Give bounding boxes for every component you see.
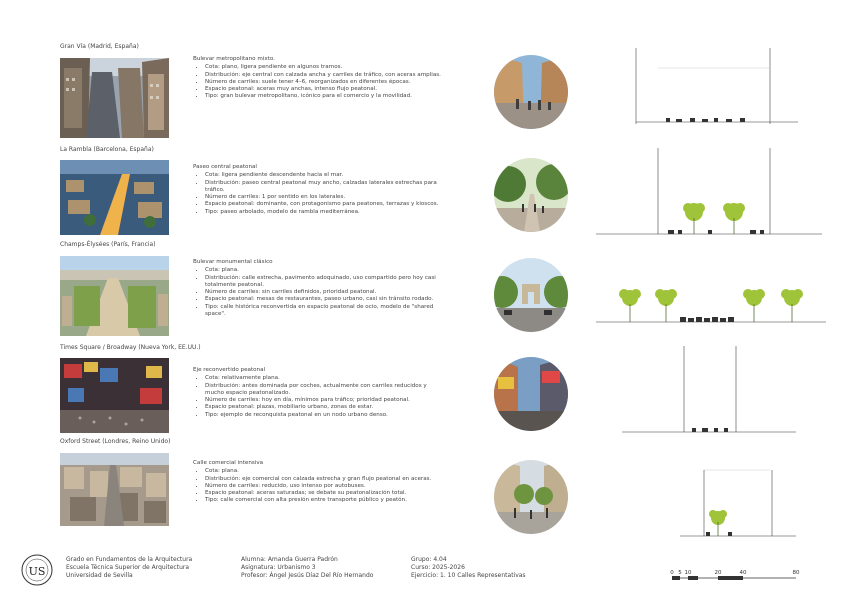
street-photo-circle	[494, 158, 568, 232]
bullet: • Número de carriles: hoy en día, mínimos para tráfico; prioridad peatonal.	[205, 397, 441, 404]
scale-tick-label: 80	[792, 570, 800, 576]
bullet: • Distribución: eje comercial con calzada estrecha y gran flujo peatonal en aceras.	[205, 476, 441, 483]
bullet: • Número de carriles: suele tener 4–6, reorganizados en diferentes épocas.	[205, 79, 441, 86]
street-photo-circle	[494, 55, 568, 129]
street-description	[193, 460, 441, 505]
bullet: • Tipo: calle histórica reconvertida en espacio peatonal de ocio, modelo de "shared space".	[205, 304, 441, 319]
street-title: Gran Vía (Madrid, España)	[60, 43, 139, 50]
street-description	[193, 259, 441, 318]
bullet: • Distribución: calle estrecha, pavimento adoquinado, uso compartido pero hoy casi totalmente peatonal.	[205, 275, 441, 290]
bullet: • Número de carriles: sin carriles definidos, prioridad peatonal.	[205, 289, 441, 296]
aerial-photo	[60, 256, 169, 336]
street-description	[193, 56, 441, 101]
bullet: • Distribución: paseo central peatonal muy ancho, calzadas laterales estrechas para tráfico.	[205, 180, 441, 195]
footer-line: Profesor: Ángel Jesús Díaz Del Río Hernando	[241, 572, 374, 579]
street-description	[193, 164, 441, 216]
bullet: • Espacio peatonal: aceras muy anchas, intenso flujo peatonal.	[205, 86, 441, 93]
bullet: • Distribución: antes dominada por coches, actualmente con carriles reducidos y mucho espacio peatonalizado.	[205, 383, 441, 398]
aerial-photo	[60, 160, 169, 240]
bullet: • Cota: ligera pendiente descendente hacia el mar.	[205, 172, 441, 179]
street-type: Eje reconvertido peatonal	[193, 367, 266, 373]
street-description	[193, 367, 441, 419]
street-section-drawing	[596, 344, 826, 434]
street-section-drawing	[596, 148, 826, 238]
scale-tick-label: 5	[678, 570, 682, 576]
footer-line: Grupo: 4.04	[411, 556, 447, 563]
footer-line: Alumna: Amanda Guerra Padrón	[241, 556, 338, 563]
street-photo-circle	[494, 357, 568, 431]
bullet: • Cota: relativamente plana.	[205, 375, 441, 382]
bullet: • Cota: plano, ligera pendiente en algunos tramos.	[205, 64, 441, 71]
street-title: Times Square / Broadway (Nueva York, EE.UU.)	[60, 344, 201, 351]
street-type: Bulevar monumental clásico	[193, 259, 273, 265]
street-title: La Rambla (Barcelona, España)	[60, 146, 154, 153]
scale-tick-label: 40	[739, 570, 747, 576]
footer-course	[411, 556, 526, 580]
bullet: • Espacio peatonal: dominante, con protagonismo para peatones, terrazas y kioscos.	[205, 201, 441, 208]
bullet: • Número de carriles: reducido, uso intenso por autobuses.	[205, 483, 441, 490]
aerial-photo	[60, 453, 169, 533]
scale-tick-label: 10	[684, 570, 692, 576]
street-type: Bulevar metropolitano mixto.	[193, 56, 275, 62]
street-type: Paseo central peatonal	[193, 164, 257, 170]
footer-line: Asignatura: Urbanismo 3	[241, 564, 316, 571]
footer-line: Curso: 2025-2026	[411, 564, 465, 571]
bullet: • Espacio peatonal: aceras saturadas; se debate su peatonalización total.	[205, 490, 441, 497]
bullet: • Número de carriles: 1 por sentido en los laterales.	[205, 194, 441, 201]
bullet: • Tipo: calle comercial con alta presión entre transporte público y peatón.	[205, 497, 441, 504]
aerial-photo	[60, 358, 169, 438]
street-type: Calle comercial intensiva	[193, 460, 264, 466]
scale-tick-label: 0	[670, 570, 674, 576]
bullet: • Distribución: eje central con calzada ancha y carriles de tráfico, con aceras amplias.	[205, 72, 441, 79]
bullet: • Tipo: paseo arbolado, modelo de rambla mediterránea.	[205, 209, 441, 216]
footer-line: Escuela Técnica Superior de Arquitectura	[66, 564, 190, 571]
street-photo-circle	[494, 258, 568, 332]
street-title: Oxford Street (Londres, Reino Unido)	[60, 438, 171, 445]
footer-line: Universidad de Sevilla	[66, 572, 133, 579]
footer-line: Grado en Fundamentos de la Arquitectura	[66, 556, 193, 563]
bullet: • Espacio peatonal: mesas de restaurantes, paseo urbano, casi sin tránsito rodado.	[205, 296, 441, 303]
svg-text:US: US	[28, 565, 46, 578]
footer-author	[241, 556, 373, 580]
university-logo	[20, 553, 54, 587]
bullet: • Tipo: ejemplo de reconquista peatonal en un nodo urbano denso.	[205, 412, 441, 419]
street-section-drawing	[596, 448, 826, 538]
bullet: • Cota: plana.	[205, 468, 441, 475]
street-title: Champs-Élysées (París, Francia)	[60, 241, 156, 248]
street-section-drawing	[596, 44, 826, 134]
footer-line: Ejercicio: 1. 10 Calles Representativas	[411, 572, 526, 579]
bullet: • Tipo: gran bulevar metropolitano, icónico para el comercio y la movilidad.	[205, 93, 441, 100]
bullet: • Espacio peatonal: plazas, mobiliario urbano, zonas de estar.	[205, 404, 441, 411]
scale-tick-label: 20	[714, 570, 722, 576]
footer-school	[66, 556, 192, 580]
street-section-drawing	[596, 254, 826, 344]
street-photo-circle	[494, 460, 568, 534]
bullet: • Cota: plana.	[205, 267, 441, 274]
graphic-scale-bar	[662, 566, 812, 586]
aerial-photo	[60, 58, 169, 138]
